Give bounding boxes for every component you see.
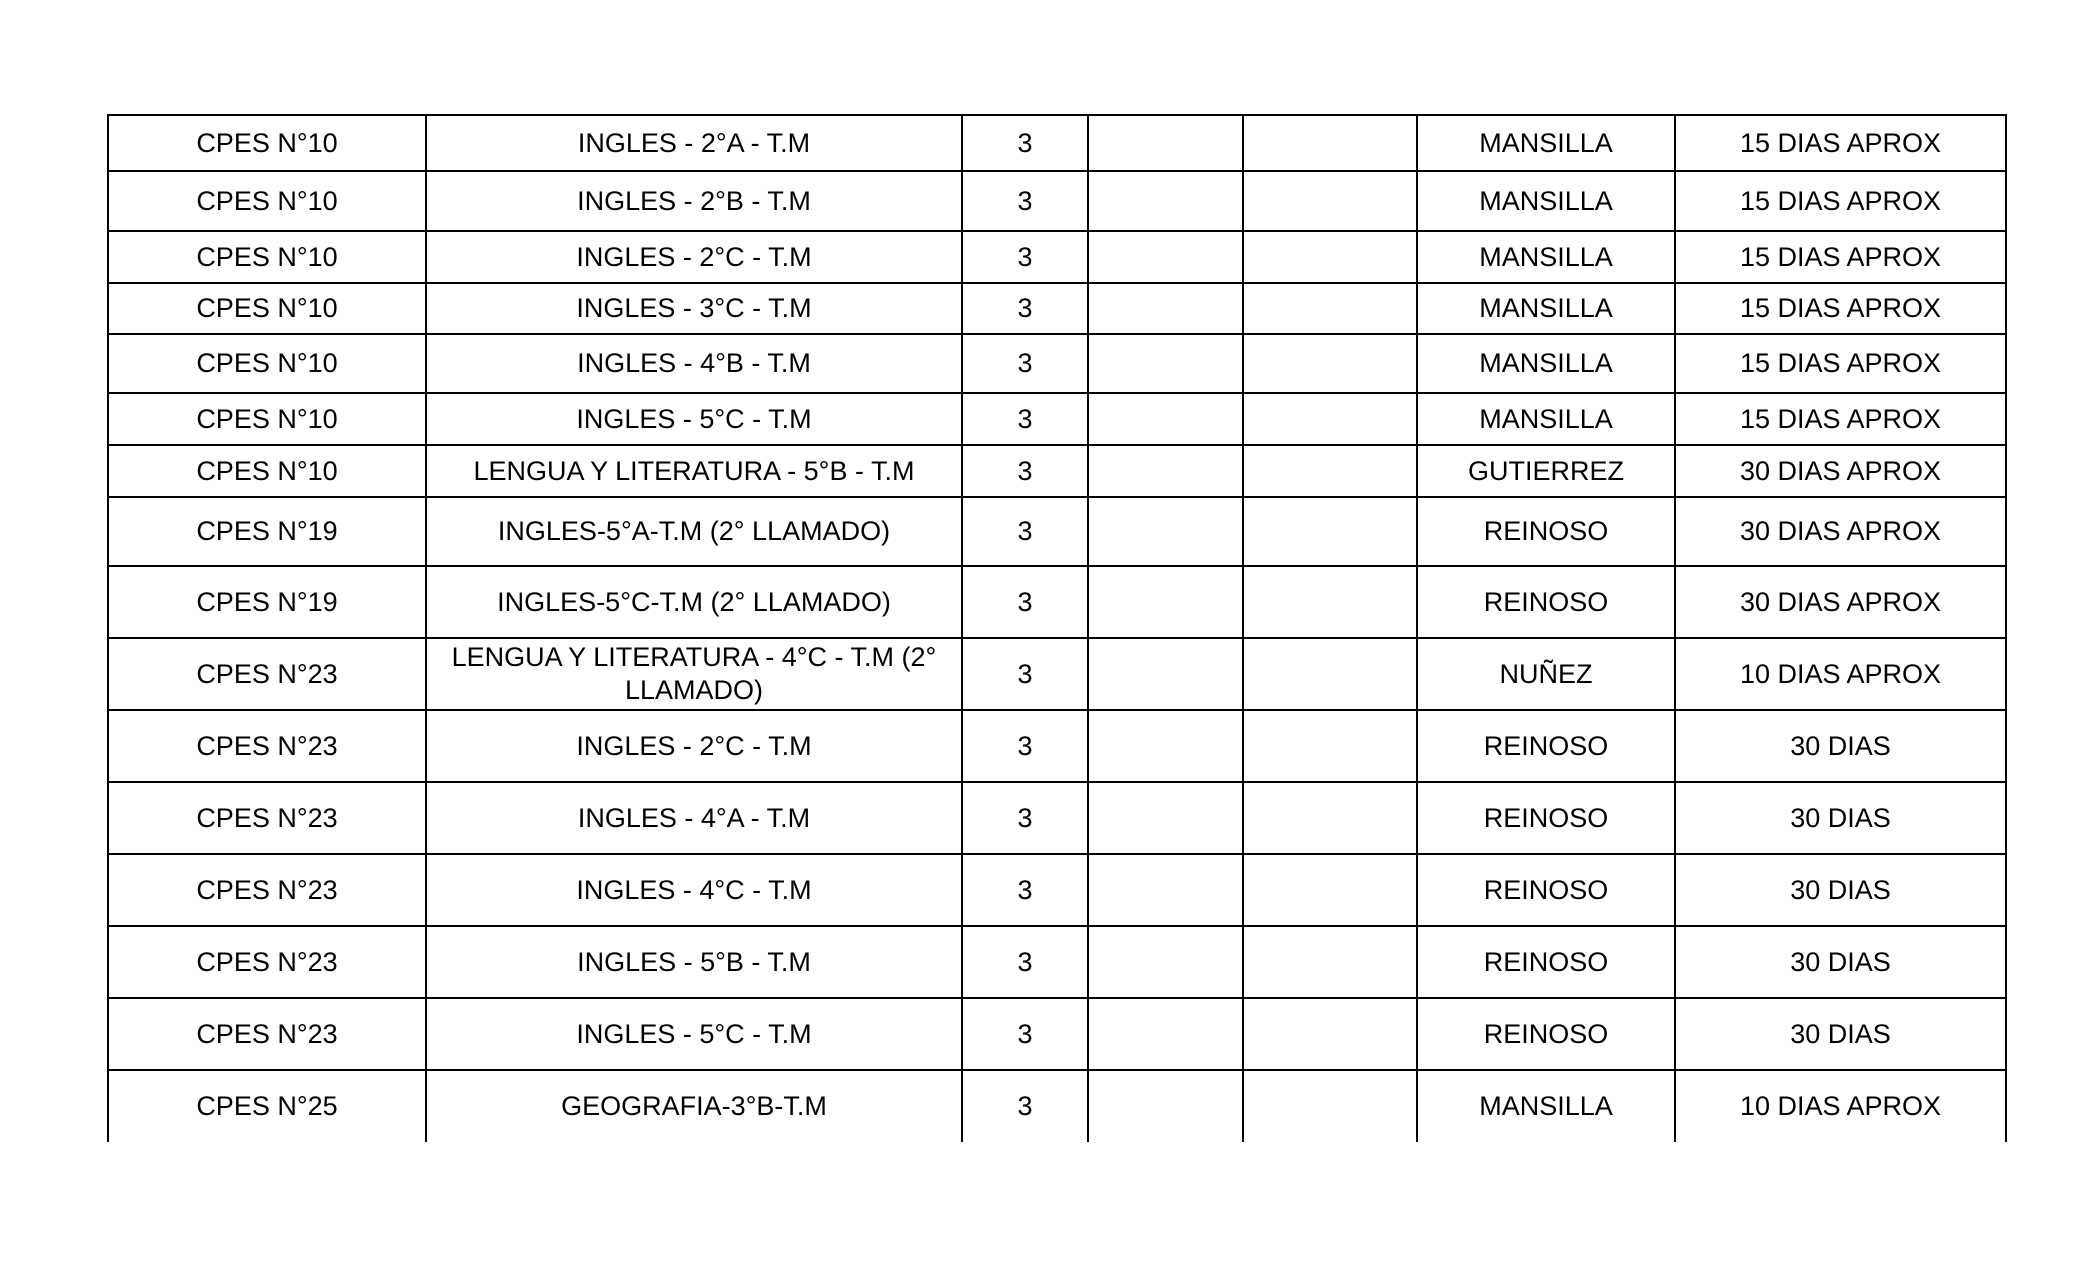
teacher-cell: MANSILLA (1417, 334, 1675, 393)
table-row (108, 231, 2006, 283)
teacher-cell: REINOSO (1417, 782, 1675, 854)
empty-cell (1088, 171, 1243, 231)
duration-cell: 30 DIAS (1675, 782, 2006, 854)
school-cell: CPES N°25 (108, 1070, 426, 1142)
teacher-cell: MANSILLA (1417, 171, 1675, 231)
hours-cell: 3 (962, 497, 1088, 566)
table-row (108, 115, 2006, 171)
table-row (108, 566, 2006, 638)
empty-cell (1088, 393, 1243, 445)
duration-cell: 30 DIAS APROX (1675, 497, 2006, 566)
empty-cell (1243, 231, 1417, 283)
empty-cell (1243, 638, 1417, 710)
duration-cell: 30 DIAS (1675, 998, 2006, 1070)
empty-cell (1243, 998, 1417, 1070)
empty-cell (1088, 115, 1243, 171)
subject-cell: INGLES-5°C-T.M (2° LLAMADO) (426, 566, 962, 638)
teacher-cell: REINOSO (1417, 497, 1675, 566)
empty-cell (1243, 566, 1417, 638)
subject-cell: INGLES - 5°C - T.M (426, 998, 962, 1070)
hours-cell: 3 (962, 334, 1088, 393)
school-cell: CPES N°10 (108, 283, 426, 334)
hours-cell: 3 (962, 854, 1088, 926)
table-row (108, 710, 2006, 782)
school-cell: CPES N°23 (108, 926, 426, 998)
school-cell: CPES N°19 (108, 566, 426, 638)
school-cell: CPES N°23 (108, 710, 426, 782)
table-row (108, 998, 2006, 1070)
table-row (108, 638, 2006, 710)
empty-cell (1088, 231, 1243, 283)
teacher-cell: MANSILLA (1417, 283, 1675, 334)
empty-cell (1243, 445, 1417, 497)
school-cell: CPES N°23 (108, 998, 426, 1070)
empty-cell (1088, 445, 1243, 497)
hours-cell: 3 (962, 926, 1088, 998)
empty-cell (1243, 710, 1417, 782)
school-cell: CPES N°10 (108, 115, 426, 171)
hours-cell: 3 (962, 393, 1088, 445)
school-cell: CPES N°23 (108, 854, 426, 926)
empty-cell (1243, 115, 1417, 171)
subject-cell: INGLES - 2°A - T.M (426, 115, 962, 171)
hours-cell: 3 (962, 782, 1088, 854)
empty-cell (1088, 638, 1243, 710)
empty-cell (1243, 393, 1417, 445)
duration-cell: 10 DIAS APROX (1675, 638, 2006, 710)
subject-cell: INGLES - 5°B - T.M (426, 926, 962, 998)
subject-cell: INGLES - 4°C - T.M (426, 854, 962, 926)
empty-cell (1243, 171, 1417, 231)
table-row (108, 854, 2006, 926)
hours-cell: 3 (962, 566, 1088, 638)
subject-cell: INGLES - 4°B - T.M (426, 334, 962, 393)
school-cell: CPES N°10 (108, 445, 426, 497)
empty-cell (1088, 334, 1243, 393)
duration-cell: 30 DIAS (1675, 854, 2006, 926)
empty-cell (1243, 926, 1417, 998)
teacher-cell: REINOSO (1417, 926, 1675, 998)
empty-cell (1088, 854, 1243, 926)
teacher-cell: REINOSO (1417, 566, 1675, 638)
table-row (108, 497, 2006, 566)
table-row (108, 283, 2006, 334)
subject-cell: INGLES - 5°C - T.M (426, 393, 962, 445)
school-cell: CPES N°23 (108, 782, 426, 854)
subject-cell: INGLES - 4°A - T.M (426, 782, 962, 854)
empty-cell (1243, 334, 1417, 393)
table-row (108, 334, 2006, 393)
subject-cell: INGLES - 2°C - T.M (426, 231, 962, 283)
duration-cell: 30 DIAS (1675, 710, 2006, 782)
teacher-cell: GUTIERREZ (1417, 445, 1675, 497)
subject-cell: INGLES - 2°B - T.M (426, 171, 962, 231)
school-cell: CPES N°10 (108, 171, 426, 231)
duration-cell: 30 DIAS APROX (1675, 445, 2006, 497)
duration-cell: 30 DIAS APROX (1675, 566, 2006, 638)
empty-cell (1088, 782, 1243, 854)
hours-cell: 3 (962, 283, 1088, 334)
hours-cell: 3 (962, 115, 1088, 171)
teacher-cell: MANSILLA (1417, 393, 1675, 445)
hours-cell: 3 (962, 1070, 1088, 1142)
duration-cell: 15 DIAS APROX (1675, 231, 2006, 283)
duration-cell: 30 DIAS (1675, 926, 2006, 998)
hours-cell: 3 (962, 998, 1088, 1070)
teacher-cell: REINOSO (1417, 998, 1675, 1070)
hours-cell: 3 (962, 638, 1088, 710)
table-row (108, 782, 2006, 854)
hours-cell: 3 (962, 710, 1088, 782)
teacher-cell: NUÑEZ (1417, 638, 1675, 710)
teacher-cell: MANSILLA (1417, 231, 1675, 283)
duration-cell: 15 DIAS APROX (1675, 283, 2006, 334)
duration-cell: 15 DIAS APROX (1675, 115, 2006, 171)
empty-cell (1088, 1070, 1243, 1142)
empty-cell (1088, 497, 1243, 566)
school-cell: CPES N°10 (108, 231, 426, 283)
subject-cell: LENGUA Y LITERATURA - 4°C - T.M (2° LLAMADO) (426, 638, 962, 710)
hours-cell: 3 (962, 171, 1088, 231)
school-cell: CPES N°10 (108, 334, 426, 393)
school-cell: CPES N°23 (108, 638, 426, 710)
document-page (107, 114, 2007, 1142)
subject-cell: INGLES - 2°C - T.M (426, 710, 962, 782)
duration-cell: 15 DIAS APROX (1675, 334, 2006, 393)
school-cell: CPES N°10 (108, 393, 426, 445)
table-row (108, 171, 2006, 231)
empty-cell (1088, 926, 1243, 998)
empty-cell (1088, 283, 1243, 334)
duration-cell: 15 DIAS APROX (1675, 393, 2006, 445)
table-row (108, 393, 2006, 445)
subject-cell: INGLES-5°A-T.M (2° LLAMADO) (426, 497, 962, 566)
table-row (108, 1070, 2006, 1142)
duration-cell: 15 DIAS APROX (1675, 171, 2006, 231)
empty-cell (1243, 497, 1417, 566)
empty-cell (1243, 283, 1417, 334)
teacher-cell: REINOSO (1417, 854, 1675, 926)
empty-cell (1243, 854, 1417, 926)
empty-cell (1088, 998, 1243, 1070)
empty-cell (1088, 710, 1243, 782)
duration-cell: 10 DIAS APROX (1675, 1070, 2006, 1142)
teacher-cell: MANSILLA (1417, 115, 1675, 171)
subject-cell: INGLES - 3°C - T.M (426, 283, 962, 334)
empty-cell (1088, 566, 1243, 638)
table-row (108, 926, 2006, 998)
table-row (108, 445, 2006, 497)
subject-cell: GEOGRAFIA-3°B-T.M (426, 1070, 962, 1142)
teacher-cell: REINOSO (1417, 710, 1675, 782)
empty-cell (1243, 782, 1417, 854)
hours-cell: 3 (962, 231, 1088, 283)
hours-cell: 3 (962, 445, 1088, 497)
school-cell: CPES N°19 (108, 497, 426, 566)
empty-cell (1243, 1070, 1417, 1142)
vacancy-table (107, 114, 2007, 1142)
teacher-cell: MANSILLA (1417, 1070, 1675, 1142)
subject-cell: LENGUA Y LITERATURA - 5°B - T.M (426, 445, 962, 497)
